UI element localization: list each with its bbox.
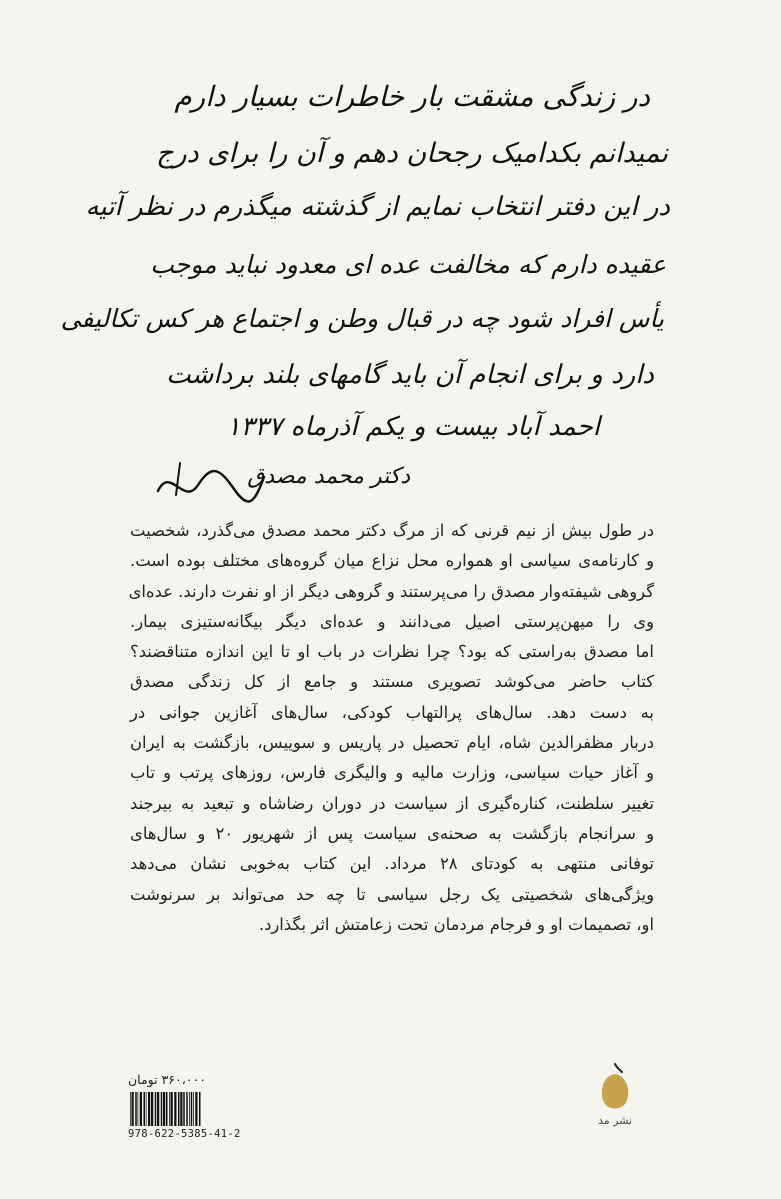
- barcode-bar: [157, 1092, 159, 1126]
- barcode-bar: [161, 1092, 163, 1126]
- barcode-bar: [146, 1092, 147, 1126]
- handwritten-line: در این دفتر انتخاب نمایم از گذشته میگذرم در نظر آتیه: [85, 192, 670, 222]
- description-line: ویژگی‌های شخصیتی یک رجل سیاسی تا چه حد می‌تواند بر سرنوشت: [130, 884, 654, 904]
- barcode-bar: [130, 1092, 131, 1126]
- description-line: تغییر سلطنت، کناره‌گیری از سیاست در دوران رضاشاه و تبعید به بیرجند: [130, 793, 654, 813]
- handwritten-line: دارد و برای انجام آن باید گامهای بلند برداشت: [166, 360, 654, 390]
- barcode-bar: [180, 1092, 182, 1126]
- description-line: و آغاز حیات سیاسی، وزارت مالیه و والیگری فارس، روزهای پرتب و تاب: [130, 763, 654, 783]
- description-line: توفانی منتهی به کودتای ۲۸ مرداد. این کتاب به‌خوبی نشان می‌دهد: [130, 854, 654, 874]
- description-line: اما مصدق به‌راستی که بود؟ چرا نظرات در باب او تا این اندازه متناقضند؟: [130, 642, 654, 662]
- book-description: [130, 516, 654, 940]
- barcode-bar: [191, 1092, 193, 1126]
- handwritten-line: یأس افراد شود چه در قبال وطن و اجتماع هر کس تکالیفی: [60, 304, 664, 333]
- barcode-bar: [169, 1092, 170, 1126]
- barcode-bar: [138, 1092, 139, 1126]
- handwritten-line: عقیده دارم که مخالفت عده ای معدود نباید موجب: [150, 250, 666, 279]
- description-line: گروهی شیفته‌وار مصدق را می‌پرستند و گروهی دیگر از او نفرت دارند. عده‌ای: [128, 581, 654, 601]
- barcode-bar: [178, 1092, 180, 1126]
- description-line: و سرانجام بازگشت به صحنه‌ی سیاست پس از شهریور ۲۰ و سال‌های: [130, 823, 654, 843]
- barcode-bar: [183, 1092, 185, 1126]
- handwritten-line: نمیدانم بکدامیک رجحان دهم و آن را برای درج: [156, 138, 668, 169]
- barcode-bar: [193, 1092, 194, 1126]
- description-line: و کارنامه‌ی سیاسی او همواره محل نزاع میان گروه‌های مختلف بوده است.: [130, 551, 654, 571]
- description-line: در طول بیش از نیم قرنی که از مرگ دکتر محمد مصدق می‌گذرد، شخصیت: [130, 521, 654, 540]
- barcode-bar: [195, 1092, 197, 1126]
- barcode-bar: [199, 1092, 201, 1126]
- isbn-number: 978-622-5385-41-2: [128, 1128, 241, 1140]
- barcode-bar: [155, 1092, 157, 1126]
- description-line: وی را میهن‌پرستی اصیل می‌دانند و عده‌ای دیگر بیگانه‌ستیزی بیمار.: [130, 611, 654, 631]
- barcode-bar: [163, 1092, 165, 1126]
- price-label: ۳۶۰،۰۰۰ تومان: [128, 1072, 206, 1087]
- barcode-bar: [186, 1092, 188, 1126]
- barcode-bar: [135, 1092, 137, 1126]
- barcode-bar: [132, 1092, 134, 1126]
- signature-flourish: [150, 455, 270, 515]
- signature: دکتر محمد مصدق: [247, 464, 410, 489]
- barcode-bar: [140, 1092, 142, 1126]
- description-line: کتاب حاضر می‌کوشد تصویری مستند و جامع از کل زندگی مصدق: [130, 672, 654, 692]
- barcode: [128, 1092, 276, 1126]
- barcode-bar: [144, 1092, 146, 1126]
- handwritten-line: در زندگی مشقت بار خاطرات بسیار دارم: [174, 80, 650, 113]
- seed-logo-icon: [598, 1062, 632, 1112]
- barcode-bar: [148, 1092, 150, 1126]
- handwritten-line: احمد آباد بیست و یکم آذرماه ۱۳۳۷: [226, 412, 600, 442]
- handwritten-note: [60, 60, 670, 500]
- description-line: دربار مظفرالدین شاه، ایام تحصیل در پاریس و سوییس، بازگشت به ایران: [130, 733, 654, 753]
- publisher-name: نشر مد: [597, 1114, 633, 1127]
- barcode-bar: [174, 1092, 176, 1126]
- barcode-bar: [171, 1092, 173, 1126]
- description-line: به دست دهد. سال‌های پرالتهاب کودکی، سال‌های آغازین جوانی در: [130, 702, 654, 722]
- barcode-bar: [189, 1092, 190, 1126]
- description-line: او، تصمیمات او و فرجام مردمان تحت زعامتش اثر بگذارد.: [258, 914, 654, 934]
- barcode-bar: [151, 1092, 153, 1126]
- publisher-logo: [592, 1062, 638, 1136]
- barcode-bar: [166, 1092, 168, 1126]
